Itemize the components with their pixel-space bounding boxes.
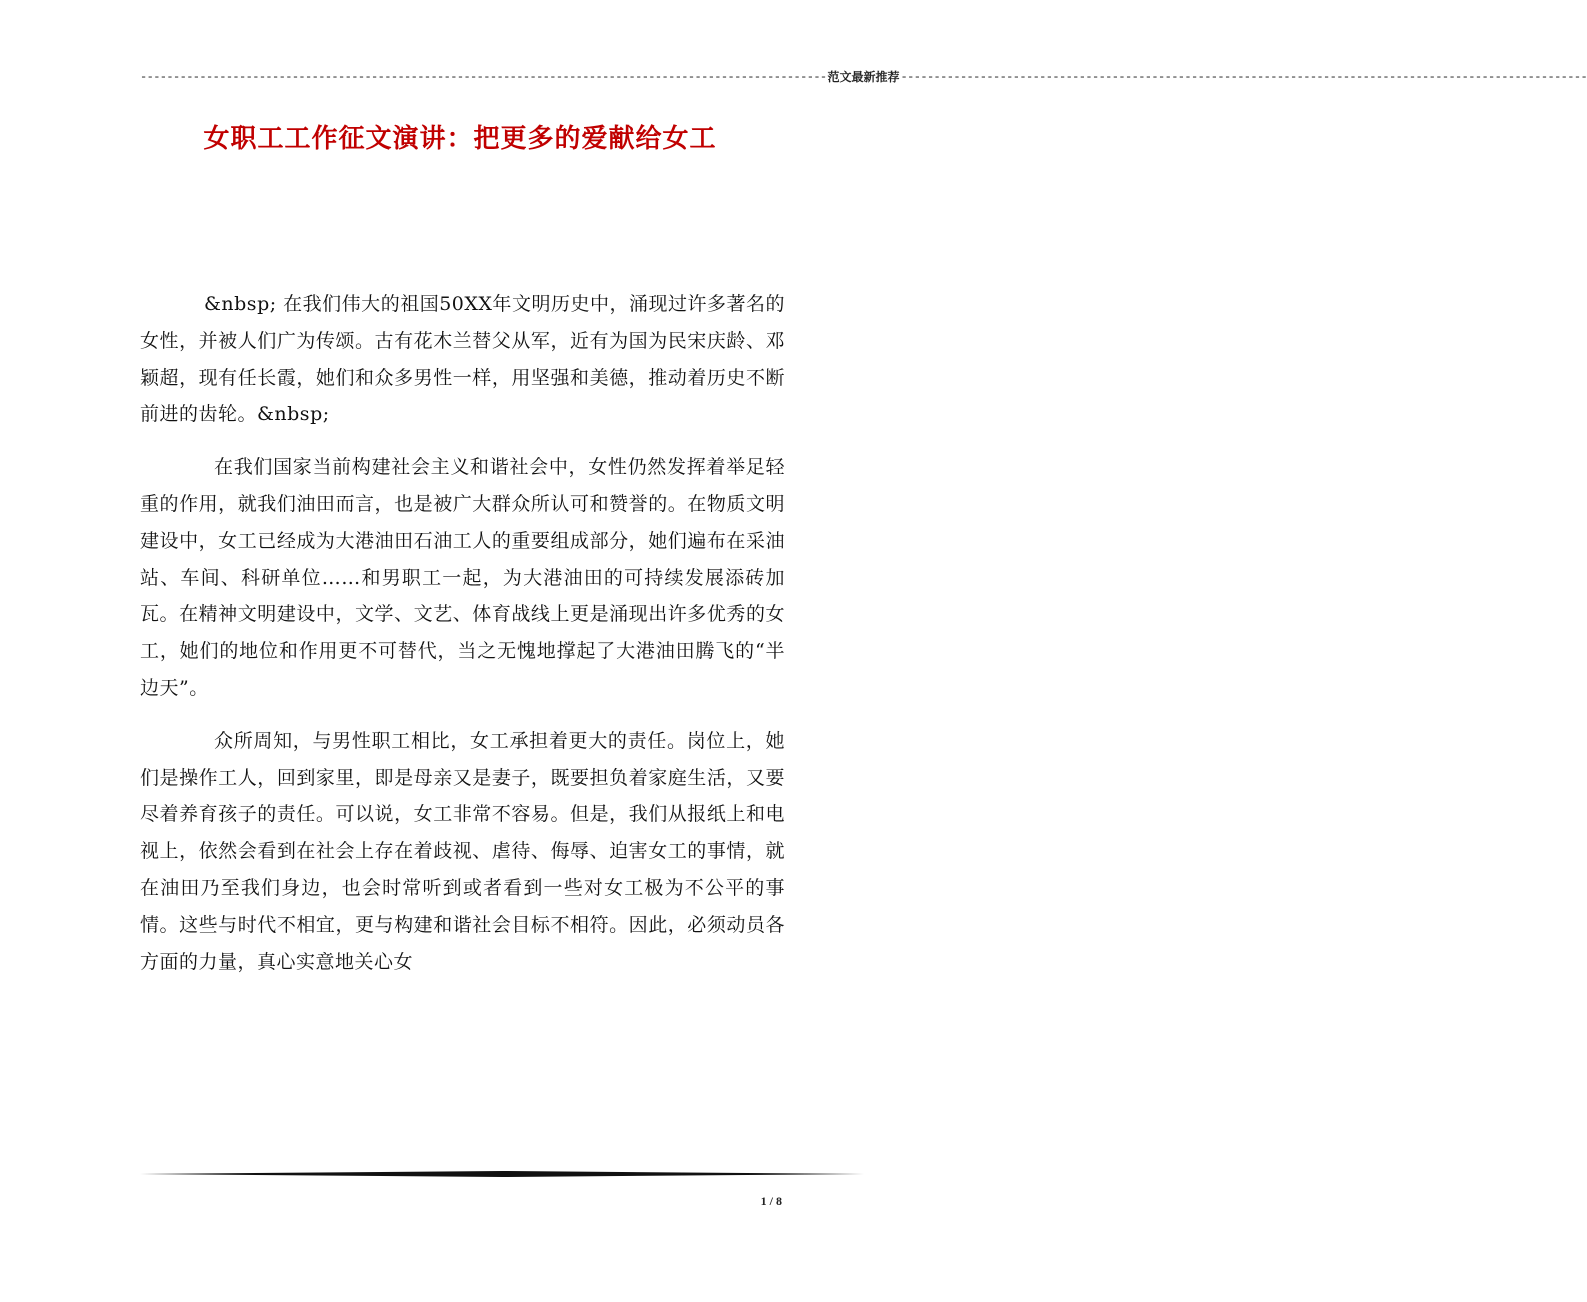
paragraph-1: &nbsp; 在我们伟大的祖国50XX年文明历史中，涌现过许多著名的女性，并被人们广为传颂。古有花木兰替父从军，近有为国为民宋庆龄、邓颖超，现有任长霞，她们和众多男性一样，用坚强和美德，推动着历史不断前进的齿轮。&nbsp; [140,293,785,426]
running-header [140,68,1587,86]
page-number: 1 / 8 [760,1194,782,1208]
header-dashes-left: -------------------------------------------------------------------------------------------------------- [140,70,827,84]
document-title: 女职工工作征文演讲：把更多的爱献给女工 [203,124,717,154]
footer-rule [140,1171,864,1177]
header-label: 范文最新推荐 [827,70,900,84]
document-body [140,286,785,980]
paragraph-3: 众所周知，与男性职工相比，女工承担着更大的责任。岗位上，她们是操作工人，回到家里，即是母亲又是妻子，既要担负着家庭生活，又要尽着养育孩子的责任。可以说，女工非常不容易。但是，我们从报纸上和电视上，依然会看到在社会上存在着歧视、虐待、侮辱、迫害女工的事情，就在油田乃至我们身边，也会时常听到或者看到一些对女工极为不公平的事情。这些与时代不相宜，更与构建和谐社会目标不相符。因此，必须动员各方面的力量，真心实意地关心女 [140,729,785,973]
paragraph-2: 在我们国家当前构建社会主义和谐社会中，女性仍然发挥着举足轻重的作用，就我们油田而言，也是被广大群众所认可和赞誉的。在物质文明建设中，女工已经成为大港油田石油工人的重要组成部分，她们遍布在采油站、车间、科研单位……和男职工一起，为大港油田的可持续发展添砖加瓦。在精神文明建设中，文学、文艺、体育战线上更是涌现出许多优秀的女工，她们的地位和作用更不可替代，当之无愧地撑起了大港油田腾飞的“半边天”。 [140,456,785,699]
header-dashes-right: -------------------------------------------------------------------------------------------------------- [900,70,1587,84]
